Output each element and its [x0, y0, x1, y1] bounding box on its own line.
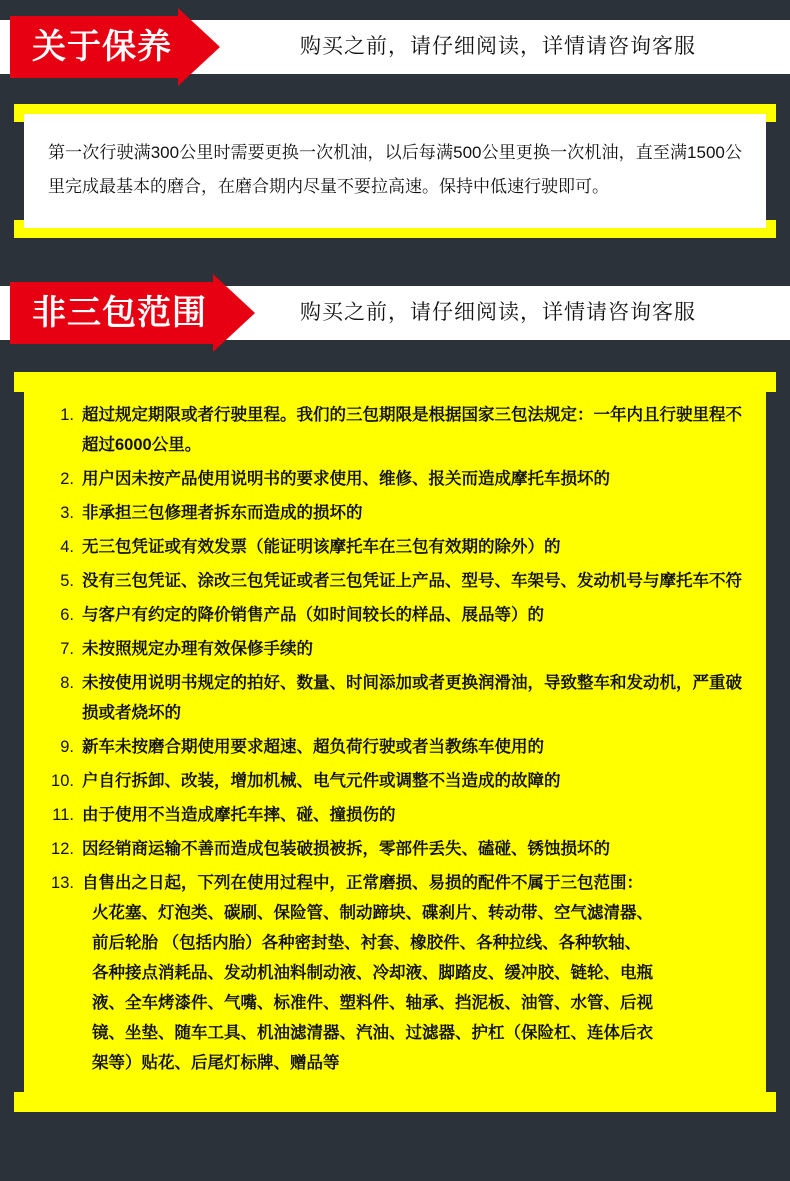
wear-parts-line: 前后轮胎 （包括内胎）各种密封垫、衬套、橡胶件、各种拉线、各种软轴、 [92, 934, 642, 952]
section-header-exclusions [0, 274, 790, 352]
banner-note-1: 购买之前，请仔细阅读，详情请咨询客服 [300, 35, 696, 58]
list-item: 用户因未按产品使用说明书的要求使用、维修、报关而造成摩托车损坏的 [82, 470, 610, 488]
section-tag-exclusions [10, 274, 255, 352]
list-item: 新车未按磨合期使用要求超速、超负荷行驶或者当教练车使用的 [82, 738, 544, 756]
list-item: 由于使用不当造成摩托车摔、碰、撞损伤的 [82, 806, 396, 824]
section-tag-label-2: 非三包范围 [32, 294, 207, 332]
wear-parts-line: 架等）贴花、后尾灯标牌、赠品等 [92, 1054, 340, 1072]
wear-parts-lines [82, 898, 748, 1078]
section-tag-maintenance [10, 8, 220, 86]
section-tag-body-2 [10, 282, 213, 344]
section-tag-body-1 [10, 16, 178, 78]
list-item: 与客户有约定的降价销售产品（如时间较长的样品、展品等）的 [82, 606, 544, 624]
list-item: 无三包凭证或有效发票（能证明该摩托车在三包有效期的除外）的 [82, 538, 561, 556]
list-item: 因经销商运输不善而造成包装破损被拆，零部件丢失、磕碰、锈蚀损坏的 [82, 840, 610, 858]
list-item: 未按照规定办理有效保修手续的 [82, 640, 313, 658]
exclusions-box [14, 372, 776, 1112]
section-header-maintenance [0, 8, 790, 86]
list-item: 未按使用说明书规定的拍好、数量、时间添加或者更换润滑油，导致整车和发动机，严重破损或者烧坏的 [82, 674, 742, 722]
wear-parts-line: 镜、坐垫、随车工具、机油滤清器、汽油、过滤器、护杠（保险杠、连体后衣 [92, 1024, 653, 1042]
list-item: 非承担三包修理者拆东而造成的损坏的 [82, 504, 363, 522]
list-item-wear-parts [42, 868, 748, 1078]
maintenance-paragraph: 第一次行驶满300公里时需要更换一次机油，以后每满500公里更换一次机油，直至满1500公里完成最基本的磨合，在磨合期内尽量不要拉高速。保持中低速行驶即可。 [48, 143, 742, 196]
arrow-head-icon-1 [178, 8, 220, 86]
arrow-head-icon-2 [213, 274, 255, 352]
product-detail-page [0, 8, 790, 1181]
maintenance-inner [24, 114, 766, 228]
list-item: 没有三包凭证、涂改三包凭证或者三包凭证上产品、型号、车架号、发动机号与摩托车不符 [82, 572, 742, 590]
wear-parts-line: 火花塞、灯泡类、碳刷、保险管、制动蹄块、碟刹片、转动带、空气滤清器、 [92, 904, 653, 922]
wear-parts-line: 液、全车烤漆件、气嘴、标准件、塑料件、轴承、挡泥板、油管、水管、后视 [92, 994, 653, 1012]
maintenance-box [14, 104, 776, 238]
exclusions-inner [24, 382, 766, 1102]
list-item: 户自行拆卸、改装，增加机械、电气元件或调整不当造成的故障的 [82, 772, 561, 790]
wear-parts-line: 各种接点消耗品、发动机油料制动液、冷却液、脚踏皮、缓冲胶、链轮、电瓶 [92, 964, 653, 982]
wear-parts-lead: 自售出之日起，下列在使用过程中，正常磨损、易损的配件不属于三包范围： [82, 874, 643, 892]
list-item: 超过规定期限或者行驶里程。我们的三包期限是根据国家三包法规定：一年内且行驶里程不超过6000公里。 [82, 406, 742, 454]
banner-note-2: 购买之前，请仔细阅读，详情请咨询客服 [300, 301, 696, 324]
section-tag-label-1: 关于保养 [32, 28, 172, 66]
exclusions-list [42, 400, 748, 1078]
